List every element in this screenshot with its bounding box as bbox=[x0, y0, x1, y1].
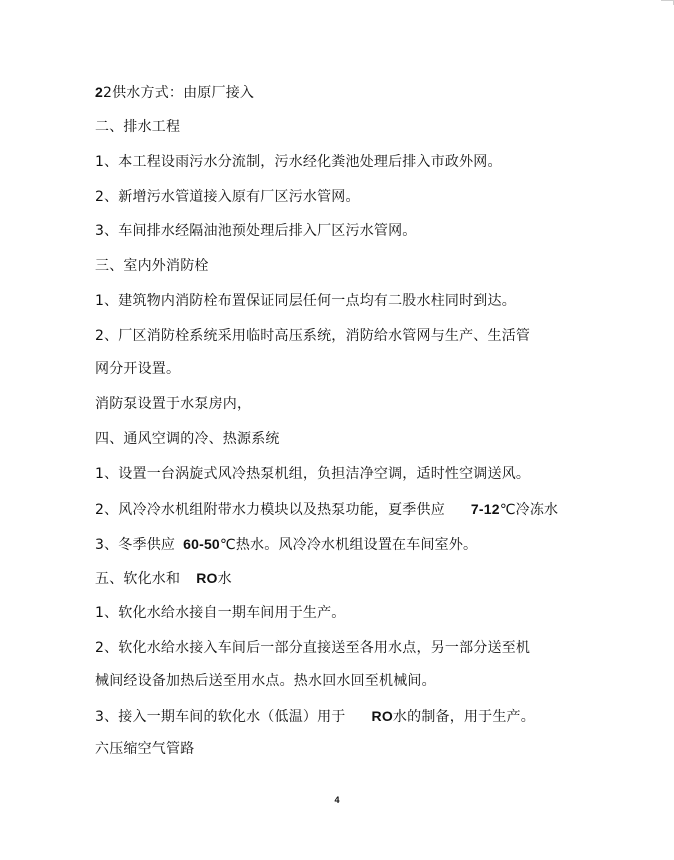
fire-hydrant-item-2-continued: 网分开设置。 bbox=[95, 361, 181, 377]
fire-hydrant-item-2: 2、厂区消防栓系统采用临时高压系统，消防给水管网与生产、生活管 bbox=[95, 328, 531, 344]
hvac-item-2-text: 2、风冷冷水机组附带水力模块以及热泵功能，夏季供应 bbox=[95, 502, 445, 518]
softened-water-item-3-text: 3、接入一期车间的软化水（低温）用于 bbox=[95, 709, 346, 725]
water-supply-method-line bbox=[95, 83, 254, 102]
line-text: 2供水方式：由原厂接入 bbox=[103, 85, 255, 101]
hvac-item-3 bbox=[95, 535, 477, 554]
ro-abbreviation: RO bbox=[371, 708, 393, 724]
section-heading-hvac: 四、通风空调的冷、热源系统 bbox=[95, 431, 280, 447]
section-heading-drainage: 二、排水工程 bbox=[95, 119, 181, 135]
section-heading-softened-water bbox=[95, 569, 232, 588]
hvac-item-2 bbox=[95, 500, 558, 519]
chilled-water-temperature: 7-12 bbox=[470, 501, 500, 517]
fire-hydrant-item-1: 1、建筑物内消防栓布置保证同层任何一点均有二股水柱同时到达。 bbox=[95, 293, 516, 309]
drainage-item-2: 2、新增污水管道接入原有厂区污水管网。 bbox=[95, 189, 360, 205]
softened-water-item-1: 1、软化水给水接自一期车间用于生产。 bbox=[95, 605, 346, 621]
drainage-item-3: 3、车间排水经隔油池预处理后排入厂区污水管网。 bbox=[95, 223, 417, 239]
section-heading-compressed-air: 六压缩空气管路 bbox=[95, 741, 195, 757]
section-heading-suffix: 水 bbox=[217, 571, 232, 587]
softened-water-item-3-suffix: 水的制备，用于生产。 bbox=[392, 709, 535, 725]
line-number: 2 bbox=[95, 84, 103, 100]
section-heading-fire-hydrant: 三、室内外消防栓 bbox=[95, 258, 209, 274]
drainage-item-1: 1、本工程设雨污水分流制，污水经化粪池处理后排入市政外网。 bbox=[95, 154, 502, 170]
softened-water-item-3 bbox=[95, 707, 535, 726]
fire-pump-note: 消防泵设置于水泵房内， bbox=[95, 396, 252, 412]
softened-water-item-2: 2、软化水给水接入车间后一部分直接送至各用水点，另一部分送至机 bbox=[95, 640, 531, 656]
section-heading-text: 五、软化水和 bbox=[95, 571, 181, 587]
hvac-item-2-unit: ℃冷冻水 bbox=[499, 502, 559, 518]
page-corner-mark bbox=[661, 0, 674, 5]
softened-water-item-2-continued: 械间经设备加热后送至用水点。热水回水回至机械间。 bbox=[95, 673, 436, 689]
page-number: 4 bbox=[334, 795, 340, 805]
hot-water-temperature: 60-50 bbox=[183, 536, 220, 552]
hvac-item-3-text: 3、冬季供应 bbox=[95, 537, 176, 553]
hvac-item-1: 1、设置一台涡旋式风冷热泵机组，负担洁净空调，适时性空调送风。 bbox=[95, 466, 531, 482]
hvac-item-3-unit: ℃热水。风冷冷水机组设置在车间室外。 bbox=[219, 537, 478, 553]
ro-abbreviation: RO bbox=[196, 570, 218, 586]
